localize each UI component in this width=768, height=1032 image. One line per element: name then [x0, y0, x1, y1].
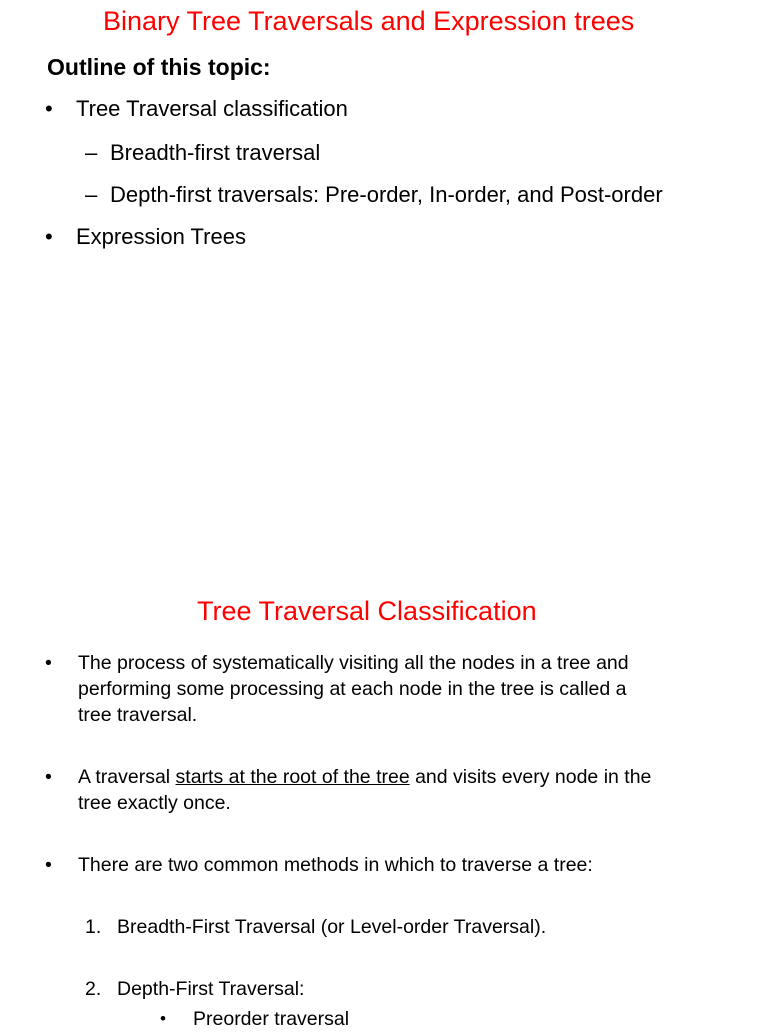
outline-subitem-depth-first: Depth-first traversals: Pre-order, In-order, and Post-order — [110, 182, 663, 207]
outline-subitem-breadth-first: Breadth-first traversal — [110, 140, 321, 165]
text-segment: and visits every node in the — [409, 766, 652, 788]
slide1-title: Binary Tree Traversals and Expression trees — [103, 6, 635, 36]
outline-item-expression-trees: Expression Trees — [76, 224, 246, 249]
list-number: 2. — [85, 978, 102, 1000]
paragraph-line: tree traversal. — [78, 704, 198, 726]
bullet-marker: • — [45, 224, 53, 249]
list-item: Depth-First Traversal: — [117, 978, 305, 1000]
list-subitem: Preorder traversal — [193, 1008, 350, 1030]
paragraph-line — [78, 764, 651, 790]
bullet-marker: • — [160, 1009, 166, 1028]
bullet-marker: • — [45, 766, 52, 788]
outline-heading: Outline of this topic: — [47, 54, 271, 80]
dash-marker: – — [85, 140, 98, 165]
text-segment: A traversal — [78, 766, 176, 788]
list-number: 1. — [85, 916, 102, 938]
bullet-marker: • — [45, 652, 52, 674]
underlined-text: starts at the root of the tree — [175, 766, 410, 788]
outline-item-tree-traversal: Tree Traversal classification — [76, 96, 348, 121]
dash-marker: – — [85, 182, 98, 207]
paragraph-line: There are two common methods in which to traverse a tree: — [78, 854, 593, 876]
list-item: Breadth-First Traversal (or Level-order Traversal). — [117, 916, 547, 938]
bullet-marker: • — [45, 96, 53, 121]
slide2-title: Tree Traversal Classification — [197, 596, 537, 626]
paragraph-line: performing some processing at each node in the tree is called a — [78, 678, 627, 700]
bullet-marker: • — [45, 854, 52, 876]
paragraph-line: tree exactly once. — [78, 792, 231, 814]
paragraph-line: The process of systematically visiting all the nodes in a tree and — [78, 652, 629, 674]
